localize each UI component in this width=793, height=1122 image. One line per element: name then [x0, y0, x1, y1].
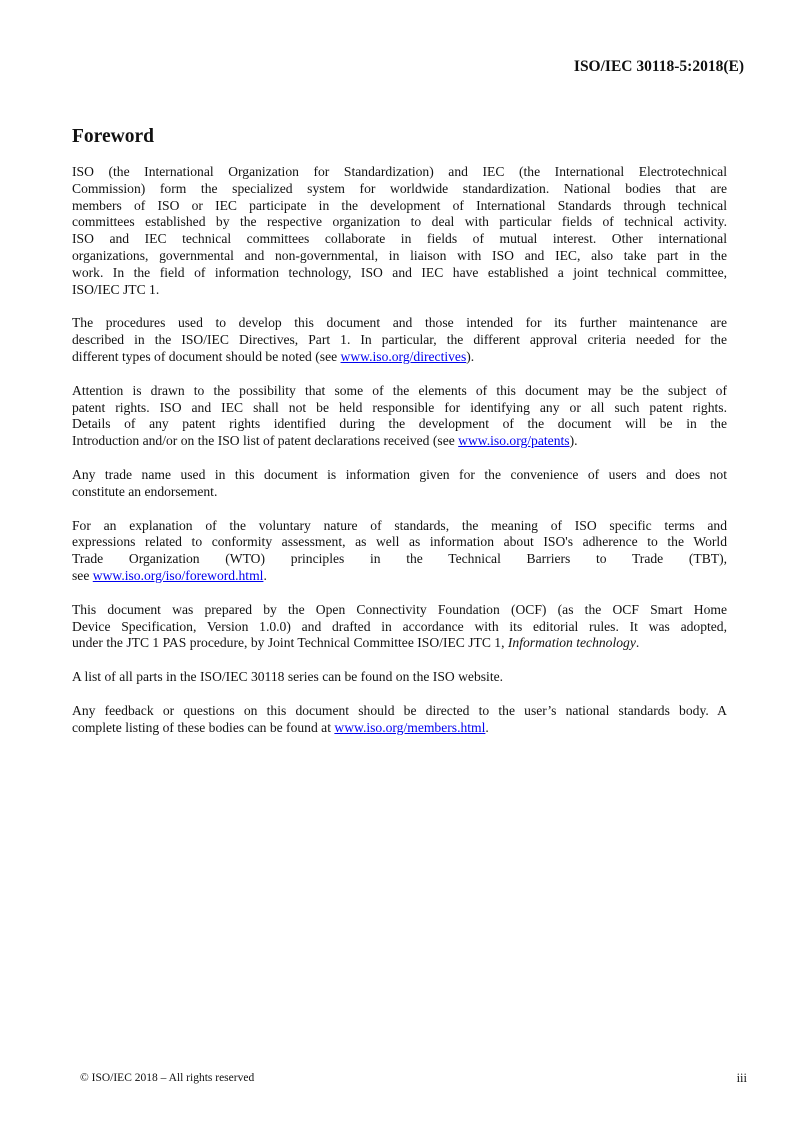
text: Device Specification, Version 1.0.0) and drafted in accordance with its editorial rules. It was adopted, [72, 618, 727, 634]
text-line [72, 534, 727, 551]
footer-page-number: iii [736, 1071, 747, 1085]
text: ISO (the International Organization for Standardization) and IEC (the International Electrotechnical [72, 164, 727, 179]
text-line [72, 703, 727, 720]
text: under the JTC 1 PAS procedure, by Joint Technical Committee ISO/IEC JTC 1, [72, 635, 508, 651]
text-line [72, 602, 727, 619]
paragraph [72, 669, 727, 686]
text: described in the ISO/IEC Directives, Part 1. In particular, the different approval criteria needed for the [72, 332, 727, 348]
text: ). [466, 348, 475, 364]
text-line [72, 467, 727, 484]
text: organizations, governmental and non-governmental, in liaison with ISO and IEC, also take part in the [72, 247, 727, 263]
text-line [72, 231, 727, 248]
text-line [72, 400, 727, 417]
link[interactable]: www.iso.org/members.html [334, 719, 486, 735]
text-line [72, 315, 727, 332]
text: This document was prepared by the Open Connectivity Foundation (OCF) (as the OCF Smart Home [72, 601, 727, 617]
text-line [72, 282, 727, 299]
link[interactable]: www.iso.org/iso/foreword.html [92, 567, 264, 583]
text-line [72, 164, 727, 181]
foreword-body [72, 164, 727, 754]
text-line [72, 248, 727, 265]
link[interactable]: www.iso.org/patents [458, 433, 570, 449]
text-line [72, 484, 727, 501]
text-line [72, 181, 727, 198]
text: Attention is drawn to the possibility that some of the elements of this document may be the subject of [72, 382, 727, 398]
text: ISO/IEC JTC 1. [72, 281, 160, 297]
paragraph [72, 467, 727, 501]
text-line [72, 720, 727, 737]
text: The procedures used to develop this document and those intended for its further maintenance are [72, 315, 727, 331]
text-line [72, 433, 727, 450]
paragraph [72, 602, 727, 652]
text: work. In the field of information technology, ISO and IEC have established a joint technical committee, [72, 264, 727, 280]
text-line [72, 669, 727, 686]
text: . [635, 635, 640, 651]
text: ). [569, 433, 578, 449]
text-line [72, 635, 727, 652]
document-id-header: ISO/IEC 30118-5:2018(E) [573, 58, 744, 75]
paragraph [72, 383, 727, 450]
text-line [72, 265, 727, 282]
text-line [72, 416, 727, 433]
text: complete listing of these bodies can be found at [72, 719, 335, 735]
text: For an explanation of the voluntary nature of standards, the meaning of ISO specific terms and [72, 517, 727, 533]
text-line [72, 568, 727, 585]
text: different types of document should be noted (see [72, 348, 341, 364]
italic-text: Information technology [507, 635, 636, 651]
text-line [72, 383, 727, 400]
text: patent rights. ISO and IEC shall not be held responsible for identifying any or all such patent rights. [72, 399, 727, 415]
paragraph [72, 703, 727, 737]
text: A list of all parts in the ISO/IEC 30118 series can be found on the ISO website. [72, 669, 504, 685]
text: expressions related to conformity assessment, as well as information about ISO's adherence to the World [72, 534, 727, 550]
text-line [72, 551, 727, 568]
text: ISO and IEC technical committees collaborate in fields of mutual interest. Other international [72, 231, 727, 247]
text: . [485, 719, 489, 735]
text-line [72, 332, 727, 349]
text-line [72, 214, 727, 231]
footer-copyright: © ISO/IEC 2018 – All rights reserved [80, 1072, 255, 1084]
text: Trade Organization (WTO) principles in the Technical Barriers to Trade (TBT), [72, 551, 727, 567]
paragraph [72, 164, 727, 298]
text: see [72, 567, 93, 583]
text: . [263, 567, 267, 583]
text: Introduction and/or on the ISO list of patent declarations received (see [72, 433, 459, 449]
text-line [72, 198, 727, 215]
text-line [72, 349, 727, 366]
text: Commission) form the specialized system for worldwide standardization. National bodies that are [72, 180, 727, 196]
page-title: Foreword [72, 126, 154, 147]
text: Any trade name used in this document is information given for the convenience of users and does not [72, 466, 727, 482]
text-line [72, 619, 727, 636]
text: Details of any patent rights identified during the development of the document will be in the [72, 416, 727, 432]
text: committees established by the respective organization to deal with particular fields of technical activity. [72, 214, 727, 230]
text-line [72, 518, 727, 535]
text: constitute an endorsement. [72, 483, 218, 499]
paragraph [72, 518, 727, 585]
paragraph [72, 315, 727, 365]
text: members of ISO or IEC participate in the development of International Standards through technical [72, 197, 727, 213]
text: Any feedback or questions on this document should be directed to the user’s national standards body. A [72, 702, 727, 718]
link[interactable]: www.iso.org/directives [340, 348, 467, 364]
